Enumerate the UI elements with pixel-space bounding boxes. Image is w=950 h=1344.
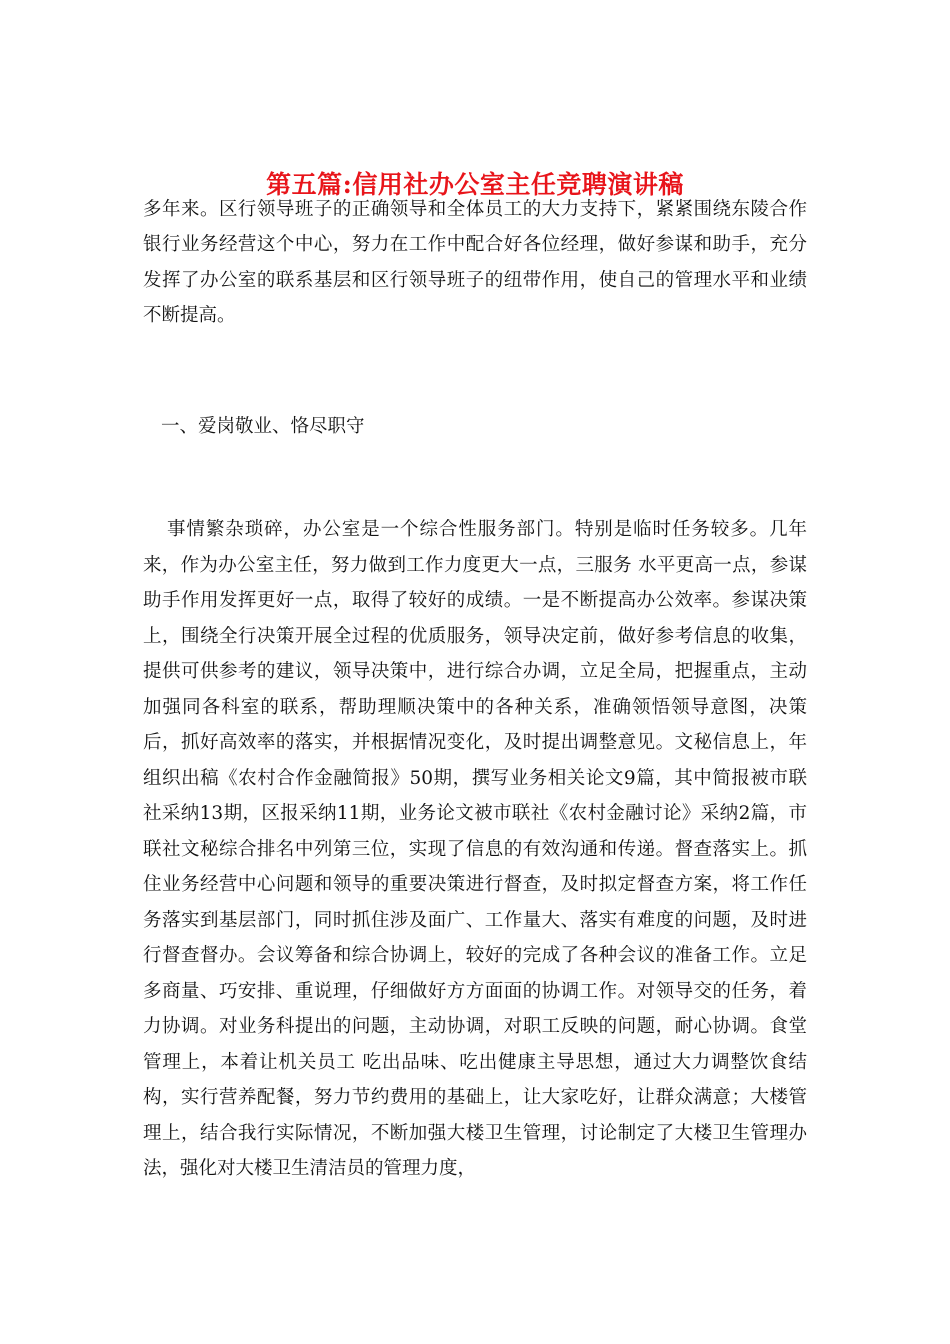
section-heading: 一、爱岗敬业、恪尽职守: [161, 416, 365, 437]
document-title: 第五篇:信用社办公室主任竞聘演讲稿: [266, 169, 684, 199]
body-paragraph: 事情繁杂琐碎，办公室是一个综合性服务部门。特别是临时任务较多。几年来，作为办公室主任，努力做到工作力度更大一点，三服务 水平更高一点，参谋助手作用发挥更好一点，取得了较好的成绩。一是不断提高办公效率。参谋决策上，围绕全行决策开展全过程的优质服务，领导决定前，做好参考信息的收集，提供可供参考的建议，领导决策中，进行综合办调，立足全局，把握重点，主动加强同各科室的联系，帮助理顺决策中的各种关系，准确领悟领导意图，决策后，抓好高效率的落实，并根据情况变化，及时提出调整意见。文秘信息上，年组织出稿《农村合作金融简报》50期，撰写业务相关论文9篇，其中简报被市联社采纳13期，区报采纳11期，业务论文被市联社《农村金融讨论》采纳2篇，市联社文秘综合排名中列第三位，实现了信息的有效沟通和传递。督查落实上。抓住业务经营中心问题和领导的重要决策进行督查，及时拟定督查方案，将工作任务落实到基层部门，同时抓住涉及面广、工作量大、落实有难度的问题，及时进行督查督办。会议筹备和综合协调上，较好的完成了各种会议的准备工作。立足多商量、巧安排、重说理，仔细做好方方面面的协调工作。对领导交的任务，着力协调。对业务科提出的问题，主动协调，对职工反映的问题，耐心协调。食堂管理上，本着让机关员工 吃出品味、吃出健康主导思想，通过大力调整饮食结构，实行营养配餐，努力节约费用的基础上，让大家吃好，让群众满意；大楼管理上，结合我行实际情况，不断加强大楼卫生管理，讨论制定了大楼卫生管理办法，强化对大楼卫生清洁员的管理力度，: [143, 519, 807, 1179]
intro-paragraph: 多年来。区行领导班子的正确领导和全体员工的大力支持下，紧紧围绕东陵合作银行业务经营这个中心，努力在工作中配合好各位经理，做好参谋和助手，充分发挥了办公室的联系基层和区行领导班子的纽带作用，使自己的管理水平和业绩不断提高。: [143, 199, 807, 327]
